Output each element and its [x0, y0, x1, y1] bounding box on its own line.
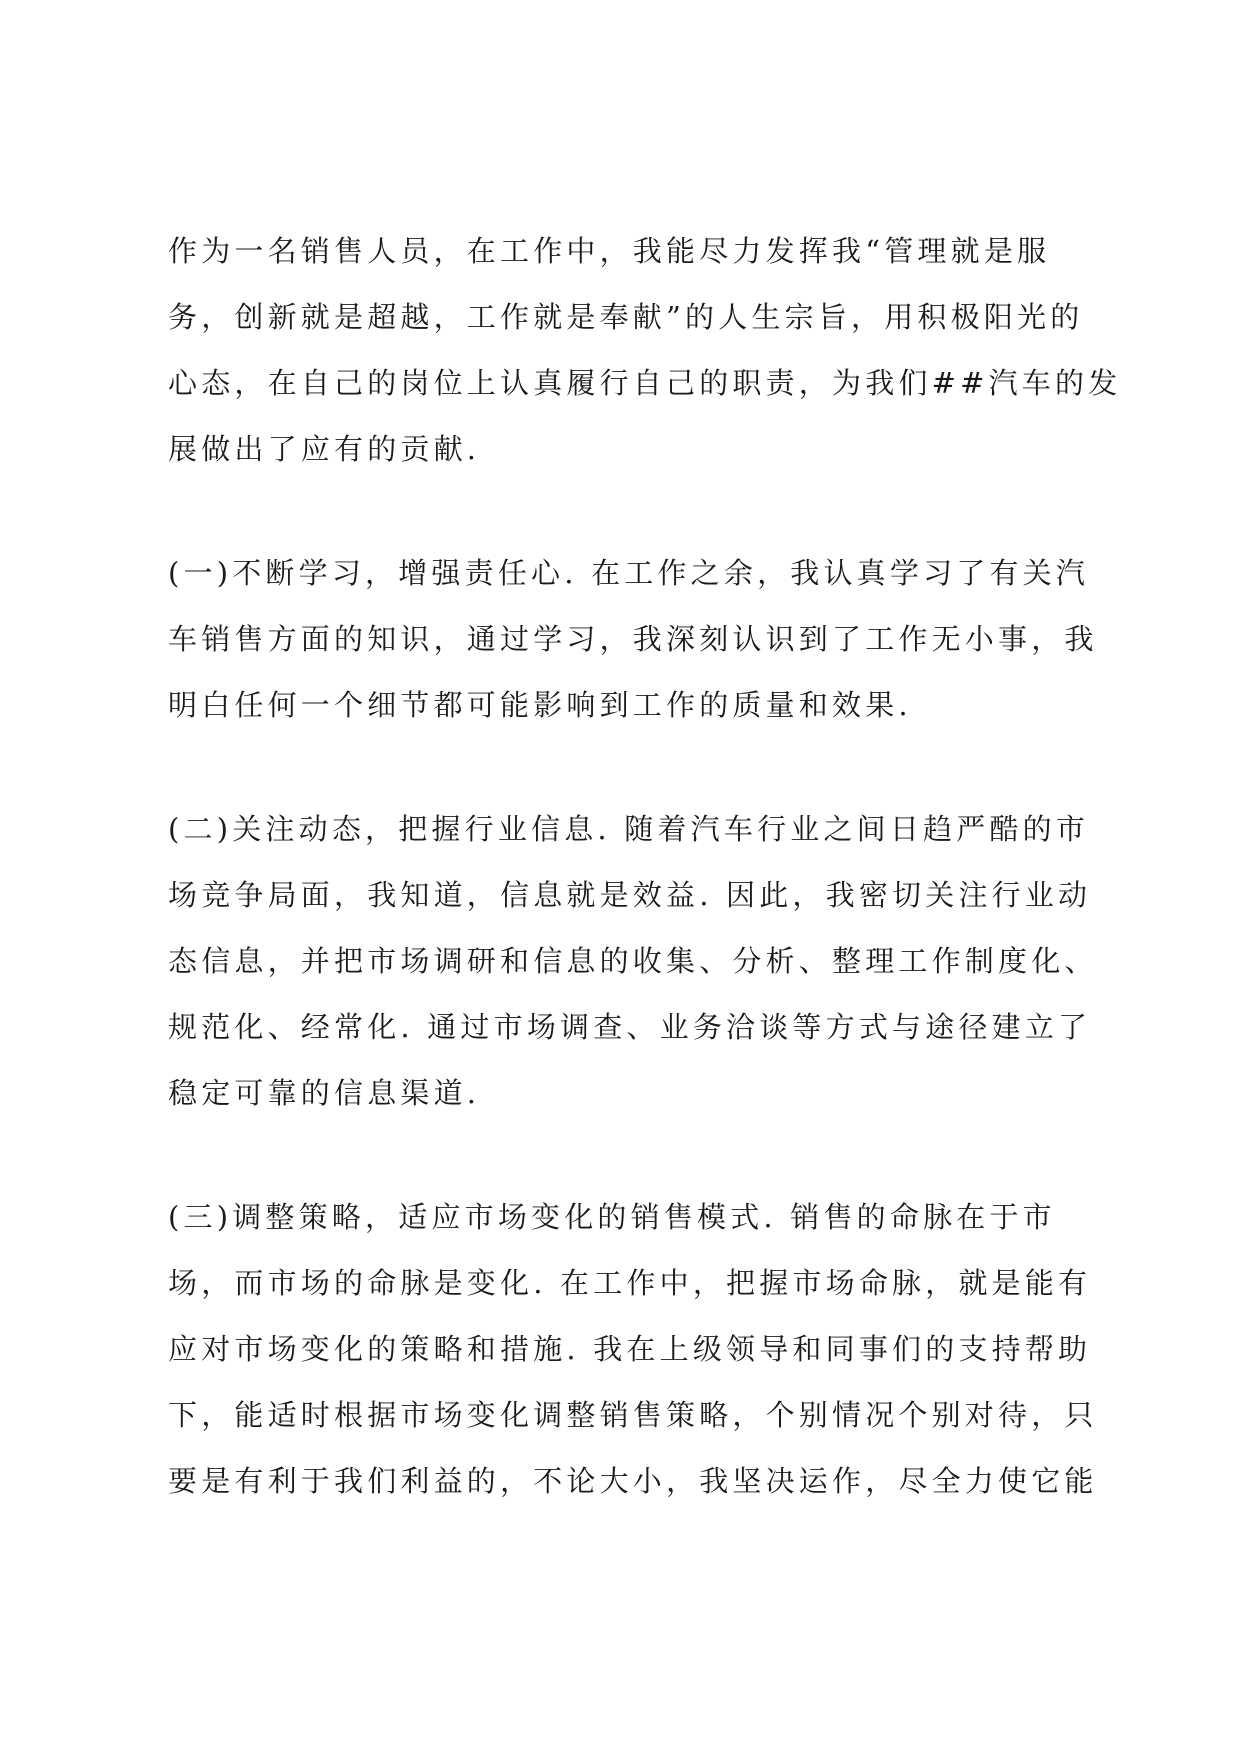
paragraph-line: 下，能适时根据市场变化调整销售策略，个别情况个别对待，只 [168, 1398, 1098, 1432]
section-two-paragraph [168, 796, 1098, 1126]
paragraph-line: 作为一名销售人员，在工作中，我能尽力发挥我“管理就是服 [168, 234, 1051, 268]
paragraph-line: (一)不断学习，增强责任心. 在工作之余，我认真学习了有关汽 [168, 556, 1090, 590]
paragraph-line: 心态，在自己的岗位上认真履行自己的职责，为我们##汽车的发 [168, 366, 1122, 400]
paragraph-line: 务，创新就是超越，工作就是奉献”的人生宗旨，用积极阳光的 [168, 300, 1084, 334]
section-one-paragraph [168, 540, 1098, 738]
paragraph-line: 态信息，并把市场调研和信息的收集、分析、整理工作制度化、 [168, 944, 1098, 978]
paragraph-line: (二)关注动态，把握行业信息. 随着汽车行业之间日趋严酷的市 [168, 812, 1090, 846]
paragraph-line: 要是有利于我们利益的，不论大小，我坚决运作，尽全力使它能 [168, 1464, 1098, 1498]
intro-paragraph [168, 218, 1122, 482]
paragraph-line: 规范化、经常化. 通过市场调查、业务洽谈等方式与途径建立了 [168, 1010, 1092, 1044]
section-three-paragraph [168, 1184, 1098, 1514]
paragraph-line: 展做出了应有的贡献. [168, 432, 481, 466]
paragraph-line: 明白任何一个细节都可能影响到工作的质量和效果. [168, 688, 912, 722]
paragraph-line: 车销售方面的知识，通过学习，我深刻认识到了工作无小事，我 [168, 622, 1098, 656]
paragraph-line: 场，而市场的命脉是变化. 在工作中，把握市场命脉，就是能有 [168, 1266, 1092, 1300]
paragraph-line: (三)调整策略，适应市场变化的销售模式. 销售的命脉在于市 [168, 1200, 1056, 1234]
paragraph-line: 稳定可靠的信息渠道. [168, 1076, 481, 1110]
paragraph-line: 应对市场变化的策略和措施. 我在上级领导和同事们的支持帮助 [168, 1332, 1092, 1366]
paragraph-line: 场竞争局面，我知道，信息就是效益. 因此，我密切关注行业动 [168, 878, 1092, 912]
